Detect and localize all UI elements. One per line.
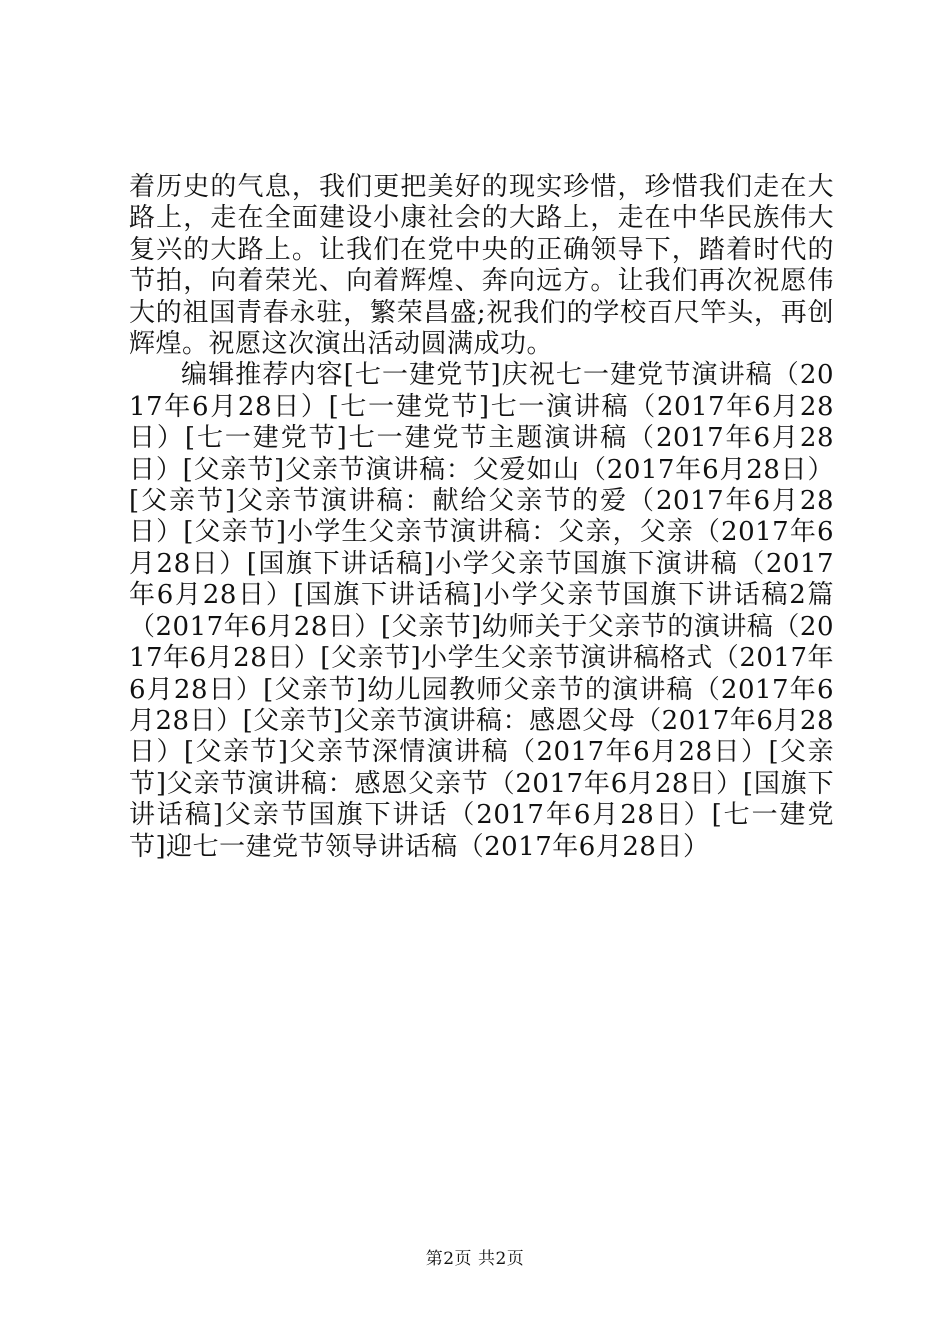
document-body	[129, 172, 834, 863]
body-paragraph-continuation: 着历史的气息，我们更把美好的现实珍惜，珍惜我们走在大路上，走在全面建设小康社会的大路上，走在中华民族伟大复兴的大路上。让我们在党中央的正确领导下，踏着时代的节拍，向着荣光、向着辉煌、奔向远方。让我们再次祝愿伟大的祖国青春永驻，繁荣昌盛;祝我们的学校百尺竿头，再创辉煌。祝愿这次演出活动圆满成功。	[129, 172, 834, 360]
page-footer: 第2页 共2页	[425, 1249, 525, 1269]
recommended-content-paragraph: 编辑推荐内容[七一建党节]庆祝七一建党节演讲稿（2017年6月28日）[七一建党节]七一演讲稿（2017年6月28日）[七一建党节]七一建党节主题演讲稿（2017年6月28日）[父亲节]父亲节演讲稿：父爱如山（2017年6月28日）[父亲节]父亲节演讲稿：献给父亲节的爱（2017年6月28日）[父亲节]小学生父亲节演讲稿：父亲，父亲（2017年6月28日）[国旗下讲话稿]小学父亲节国旗下演讲稿（2017年6月28日）[国旗下讲话稿]小学父亲节国旗下讲话稿2篇（2017年6月28日）[父亲节]幼师关于父亲节的演讲稿（2017年6月28日）[父亲节]小学生父亲节演讲稿格式（2017年6月28日）[父亲节]幼儿园教师父亲节的演讲稿（2017年6月28日）[父亲节]父亲节演讲稿：感恩父母（2017年6月28日）[父亲节]父亲节深情演讲稿（2017年6月28日）[父亲节]父亲节演讲稿：感恩父亲节（2017年6月28日）[国旗下讲话稿]父亲节国旗下讲话（2017年6月28日）[七一建党节]迎七一建党节领导讲话稿（2017年6月28日）	[129, 360, 834, 862]
